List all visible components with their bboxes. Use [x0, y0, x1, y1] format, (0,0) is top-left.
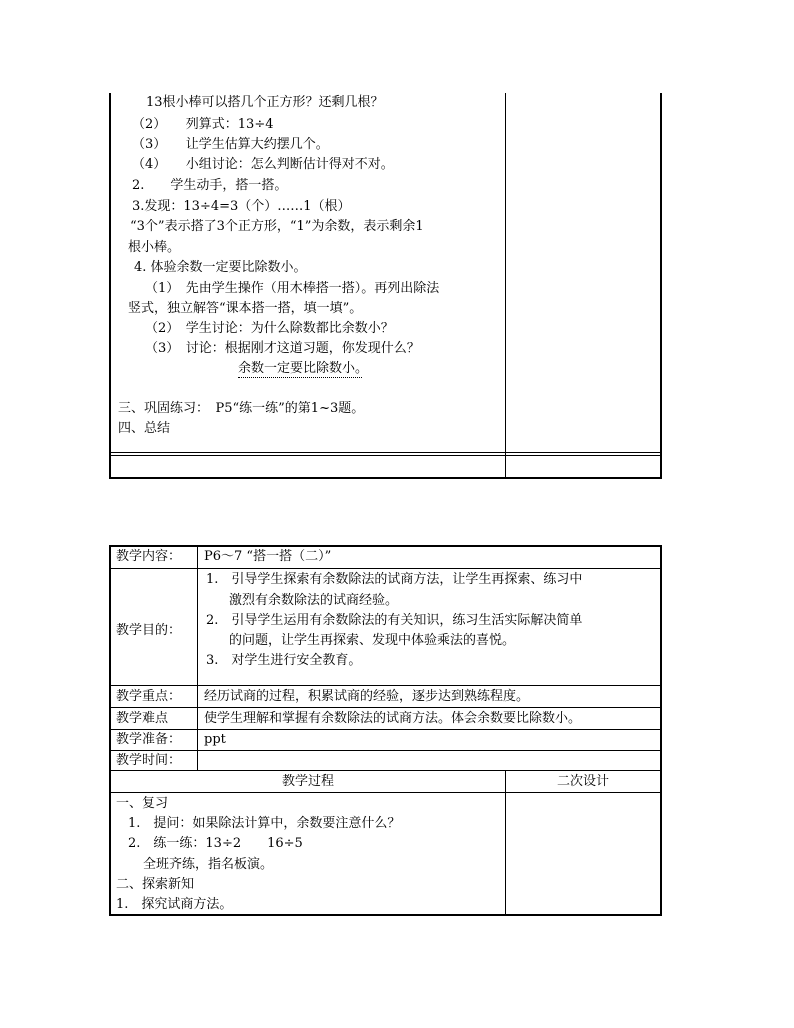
t1-line-6: 3.发现：13÷4=3（个）……1（根）	[132, 199, 351, 214]
goal-line-1: 1. 引导学生探索有余数除法的试商方法，让学生再探索、练习中	[206, 572, 583, 587]
goal-label: 教学目的：	[116, 623, 182, 638]
table2-row-divider-time	[109, 770, 662, 771]
table2-border-right	[660, 545, 662, 916]
content-label: 教学内容：	[116, 549, 182, 564]
table2-row-divider-prep	[109, 750, 662, 751]
table1-row-divider-2	[111, 455, 660, 456]
t1-line-3: （3） 让学生估算大约摆几个。	[132, 137, 329, 152]
table2-row-divider-key	[109, 707, 662, 708]
second-design-header: 二次设计	[556, 774, 609, 789]
t1-line-4: （4） 小组讨论：怎么判断估计得对不对。	[132, 157, 394, 172]
process-line-6: 1. 探究试商方法。	[116, 897, 233, 912]
t1-line-11: 竖式，独立解答“课本搭一搭，填一填”。	[128, 301, 363, 316]
process-line-2: 1. 提问：如果除法计算中，余数要注意什么？	[128, 816, 401, 831]
table1-border-bottom	[109, 477, 662, 479]
prep-value: ppt	[204, 732, 226, 747]
table2-process-divider	[505, 770, 506, 916]
process-line-3: 2. 练一练：13÷2 16÷5	[128, 836, 303, 851]
t1-line-16: 三、巩固练习： P5“练一练”的第1~3题。	[118, 401, 365, 416]
table2-row-divider-content	[109, 568, 662, 569]
table2-row-divider-difficulty	[109, 729, 662, 730]
goal-line-3: 2. 引导学生运用有余数除法的有关知识，练习生活实际解决简单	[206, 613, 583, 628]
table2-border-bottom	[109, 914, 662, 916]
t1-line-1: 13根小棒可以搭几个正方形？还剩几根？	[146, 95, 384, 110]
table2-row-divider-header	[109, 792, 662, 793]
process-line-4: 全班齐练，指名板演。	[143, 857, 274, 872]
table2-border-top	[109, 545, 662, 547]
t1-line-9: 4. 体验余数一定要比除数小。	[134, 260, 307, 275]
table1-column-divider	[505, 93, 506, 479]
prep-label: 教学准备：	[116, 732, 182, 747]
process-line-1: 一、复习	[116, 796, 169, 811]
t1-line-7: “3个”表示搭了3个正方形，“1”为余数，表示剩余1	[130, 219, 424, 234]
difficulty-value: 使学生理解和掌握有余数除法的试商方法。体会余数要比除数小。	[204, 711, 582, 726]
t1-line-17: 四、总结	[118, 421, 171, 436]
difficulty-label: 教学难点	[116, 711, 169, 726]
t1-line-8: 根小棒。	[128, 240, 181, 255]
time-label: 教学时间：	[116, 753, 182, 768]
table1-border-right	[660, 93, 662, 479]
t1-dotted-underline	[238, 377, 362, 378]
content-value: P6～7 “搭一搭（二）”	[204, 549, 332, 564]
goal-line-2: 激烈有余数除法的试商经验。	[229, 593, 399, 608]
t1-line-14: 余数一定要比除数小。	[238, 361, 369, 376]
key-label: 教学重点：	[116, 689, 182, 704]
t1-line-10: （1） 先由学生操作（用木棒搭一搭）。再列出除法	[145, 281, 440, 296]
table1-border-left	[109, 93, 111, 479]
key-value: 经历试商的过程，积累试商的经验，逐步达到熟练程度。	[204, 689, 530, 704]
t1-line-12: （2） 学生讨论：为什么除数都比余数小？	[145, 321, 394, 336]
t1-line-5: 2. 学生动手，搭一搭。	[132, 178, 288, 193]
process-header: 教学过程	[281, 774, 334, 789]
table2-label-divider	[197, 545, 198, 770]
t1-line-13: （3） 讨论：根据刚才这道习题，你发现什么？	[145, 341, 420, 356]
process-line-5: 二、探索新知	[116, 877, 195, 892]
table1-row-divider-1	[109, 452, 662, 453]
t1-line-2: （2） 列算式：13÷4	[132, 117, 274, 132]
table2-row-divider-goals	[109, 685, 662, 686]
goal-line-4: 的问题，让学生再探索、发现中体验乘法的喜悦。	[229, 633, 516, 648]
goal-line-5: 3. 对学生进行安全教育。	[206, 653, 362, 668]
table2-border-left	[109, 545, 111, 916]
